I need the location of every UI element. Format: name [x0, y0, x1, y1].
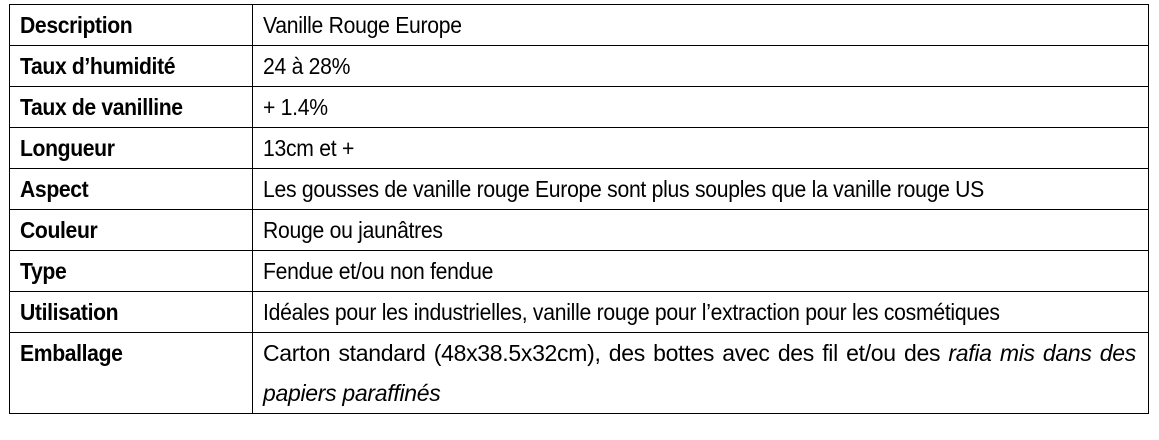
row-value [253, 46, 1149, 87]
row-value [253, 210, 1149, 251]
row-value-text: Fendue et/ou non fendue [263, 258, 494, 284]
table-row [10, 210, 1149, 251]
row-value [253, 128, 1149, 169]
row-value-text: + 1.4% [263, 94, 328, 120]
row-value-text: 24 à 28% [263, 53, 351, 79]
row-label [10, 46, 253, 87]
table-row [10, 87, 1149, 128]
row-label-text: Type [20, 258, 67, 284]
row-value-text: Rouge ou jaunâtres [263, 217, 443, 243]
row-label-text: Couleur [20, 217, 98, 243]
row-value [253, 333, 1149, 414]
row-label-text: Emballage [20, 340, 123, 366]
table-row [10, 169, 1149, 210]
row-label-text: Taux d’humidité [20, 53, 176, 79]
row-value-text: Idéales pour les industrielles, vanille rouge pour l’extraction pour les cosmétiques [263, 299, 1000, 325]
row-label-text: Taux de vanilline [20, 94, 183, 120]
row-label [10, 5, 253, 46]
row-value [253, 5, 1149, 46]
row-label [10, 128, 253, 169]
row-value [253, 87, 1149, 128]
table-row [10, 292, 1149, 333]
spec-table [9, 4, 1149, 414]
row-value [253, 169, 1149, 210]
row-label-text: Longueur [20, 135, 115, 161]
table-row [10, 5, 1149, 46]
table-row [10, 333, 1149, 414]
row-value-italic-text: rafia mis dans des papiers paraffinés [263, 340, 1136, 406]
row-value-wrap [263, 333, 1136, 413]
table-row [10, 46, 1149, 87]
row-value-text: Les gousses de vanille rouge Europe sont plus souples que la vanille rouge US [263, 176, 985, 202]
row-label [10, 87, 253, 128]
row-label [10, 169, 253, 210]
row-value [253, 292, 1149, 333]
row-value [253, 251, 1149, 292]
row-label [10, 251, 253, 292]
row-label-text: Description [20, 12, 133, 38]
row-value-text: 13cm et + [263, 135, 355, 161]
row-label [10, 333, 253, 414]
row-label [10, 292, 253, 333]
row-value-text: Carton standard (48x38.5x32cm), des bottes avec des fil et/ou des [263, 340, 949, 366]
table-row [10, 128, 1149, 169]
row-label-text: Aspect [20, 176, 89, 202]
table-row [10, 251, 1149, 292]
row-label [10, 210, 253, 251]
row-label-text: Utilisation [20, 299, 119, 325]
row-value-text: Vanille Rouge Europe [263, 12, 462, 38]
